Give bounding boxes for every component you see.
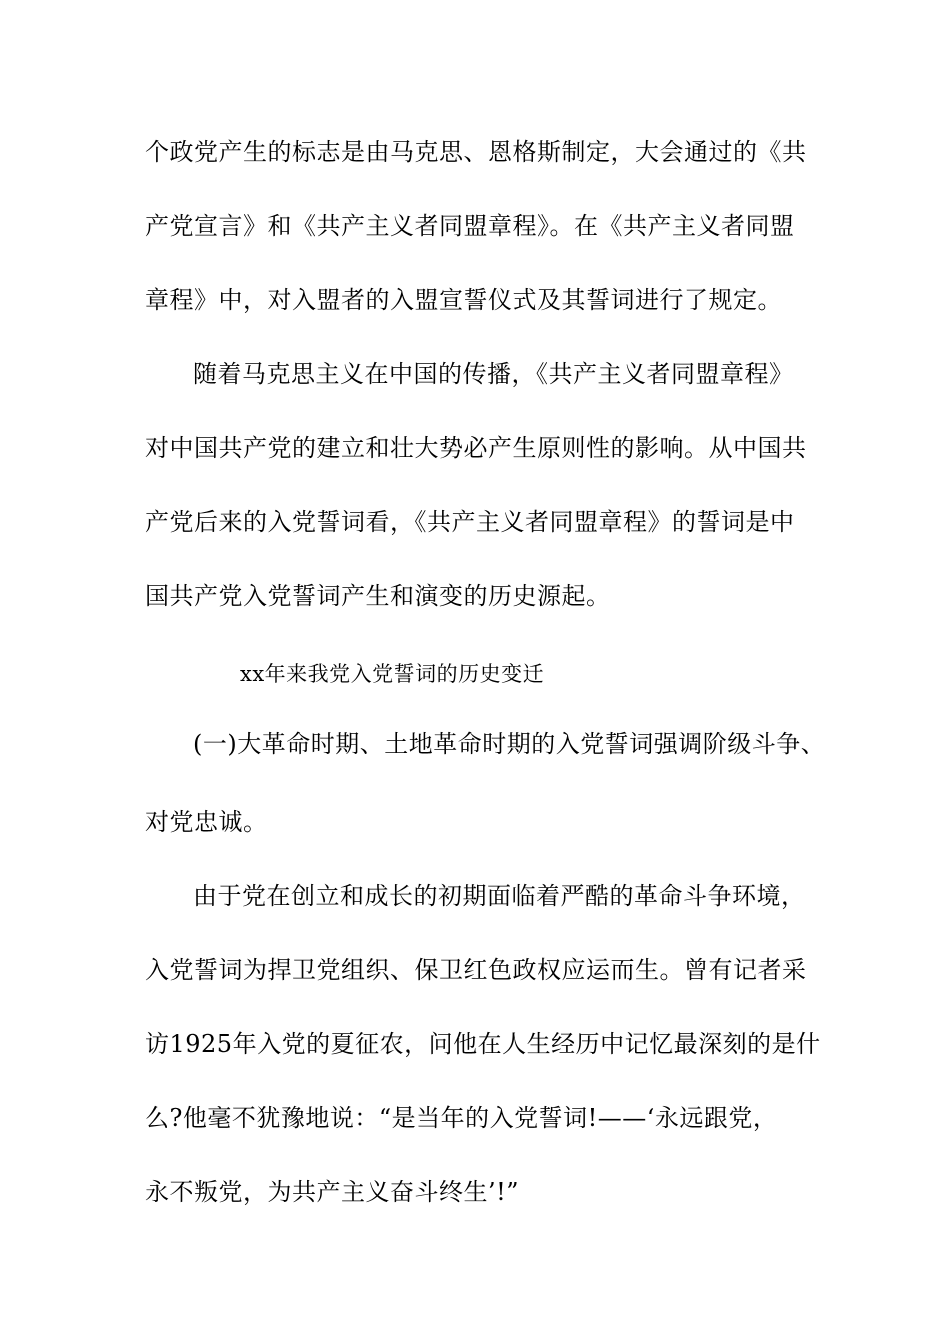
subsection-heading: (一)大革命时期、土地革命时期的入党誓词强调阶级斗争、 [193,730,826,758]
paragraph-line: 由于党在创立和成长的初期面临着严酷的革命斗争环境， [193,882,806,910]
paragraph-line: 对党忠诚。 [145,808,268,836]
paragraph-line: 产党后来的入党誓词看，《共产主义者同盟章程》的誓词是中 [145,508,795,536]
paragraph-line: 对中国共产党的建立和壮大势必产生原则性的影响。从中国共 [145,434,807,462]
paragraph-line: 国共产党入党誓词产生和演变的历史源起。 [145,582,611,610]
paragraph-line: 章程》中，对入盟者的入盟宣誓仪式及其誓词进行了规定。 [145,286,782,314]
paragraph-line: 永不叛党，为共产主义奋斗终生’!” [145,1178,520,1206]
paragraph-line: 个政党产生的标志是由马克思、恩格斯制定，大会通过的《共 [145,138,807,166]
section-heading: xx年来我党入党誓词的历史变迁 [240,662,545,686]
paragraph-line: 随着马克思主义在中国的传播，《共产主义者同盟章程》 [193,360,794,388]
paragraph-line: 入党誓词为捍卫党组织、保卫红色政权应运而生。曾有记者采 [145,956,807,984]
paragraph-line: 么?他毫不犹豫地说：“是当年的入党誓词!——‘永远跟党， [145,1104,778,1132]
paragraph-line: 产党宣言》和《共产主义者同盟章程》。在《共产主义者同盟 [145,212,795,240]
paragraph-line: 访1925年入党的夏征农，问他在人生经历中记忆最深刻的是什 [145,1030,821,1058]
